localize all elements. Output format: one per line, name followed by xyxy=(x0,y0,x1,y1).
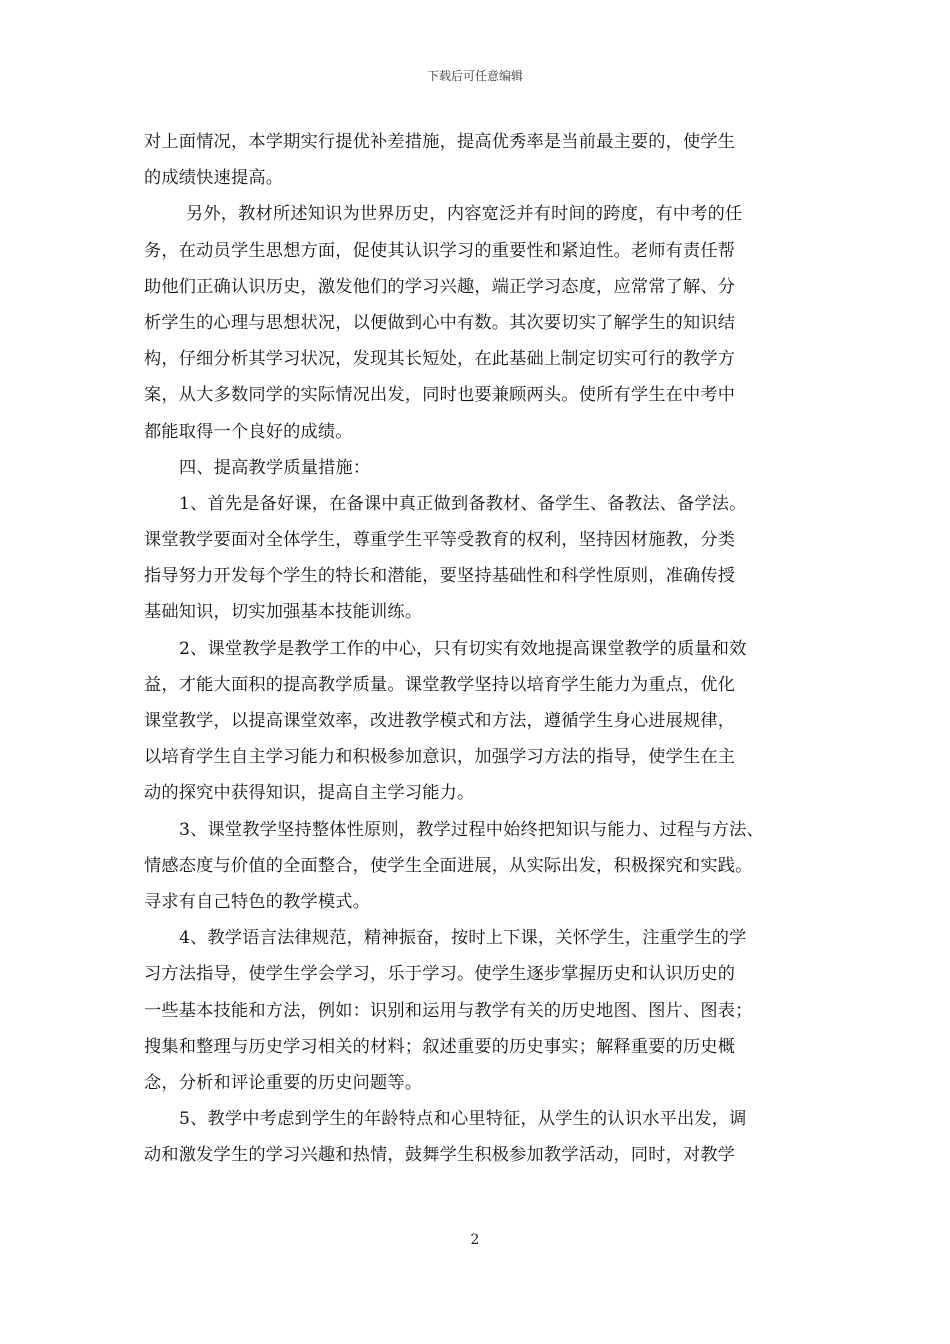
paragraph-start: 5、教学中考虑到学生的年龄特点和心里特征，从学生的认识水平出发，调 xyxy=(179,1109,747,1130)
text-line: 搜集和整理与历史学习相关的材料；叙述重要的历史事实；解释重要的历史概 xyxy=(144,1036,736,1057)
text-line: 析学生的心理与思想状况，以便做到心中有数。其次要切实了解学生的知识结 xyxy=(144,312,736,333)
text-line: 课堂教学要面对全体学生，尊重学生平等受教育的权利，坚持因材施教，分类 xyxy=(144,530,736,551)
text-line: 寻求有自己特色的教学模式。 xyxy=(144,891,371,912)
paragraph-start: 4、教学语言法律规范，精神振奋，按时上下课，关怀学生，注重学生的学 xyxy=(179,928,747,949)
text-line: 都能取得一个良好的成绩。 xyxy=(144,421,353,442)
text-line: 动的探究中获得知识，提高自主学习能力。 xyxy=(144,783,475,804)
text-line: 务，在动员学生思想方面，促使其认识学习的重要性和紧迫性。老师有责任帮 xyxy=(144,240,736,261)
text-line: 习方法指导，使学生学会学习，乐于学习。使学生逐步掌握历史和认识历史的 xyxy=(144,964,736,985)
page-number: 2 xyxy=(470,1232,480,1248)
text-line: 情感态度与价值的全面整合，使学生全面进展，从实际出发，积极探究和实践。 xyxy=(144,855,753,876)
text-line: 案，从大多数同学的实际情况出发，同时也要兼顾两头。使所有学生在中考中 xyxy=(144,385,736,406)
text-line: 以培育学生自主学习能力和积极参加意识，加强学习方法的指导，使学生在主 xyxy=(144,747,736,768)
text-line: 课堂教学，以提高课堂效率，改进教学模式和方法，遵循学生身心进展规律， xyxy=(144,711,736,731)
paragraph-start: 另外，教材所述知识为世界历史，内容宽泛并有时间的跨度，有中考的任 xyxy=(186,204,743,225)
paragraph-start: 3、课堂教学坚持整体性原则，教学过程中始终把知识与能力、过程与方法、 xyxy=(179,819,764,840)
text-line: 益，才能大面积的提高教学质量。课堂教学坚持以培育学生能力为重点，优化 xyxy=(144,674,736,695)
document-body xyxy=(144,124,812,1173)
paragraph-start: 1、首先是备好课，在备课中真正做到备教材、备学生、备教法、备学法。 xyxy=(179,493,747,514)
text-line: 念，分析和评论重要的历史问题等。 xyxy=(144,1072,423,1093)
text-line: 的成绩快速提高。 xyxy=(144,168,284,189)
page-header: 下载后可任意编辑 xyxy=(426,69,523,83)
text-line: 助他们正确认识历史，激发他们的学习兴趣，端正学习态度，应常常了解、分 xyxy=(144,276,736,297)
text-line: 基础知识，切实加强基本技能训练。 xyxy=(144,602,423,623)
section-heading: 四、提高教学质量措施： xyxy=(179,457,371,478)
text-line: 动和激发学生的学习兴趣和热情，鼓舞学生积极参加教学活动，同时，对教学 xyxy=(144,1145,736,1166)
text-line: 一些基本技能和方法，例如：识别和运用与教学有关的历史地图、图片、图表； xyxy=(144,1000,753,1021)
paragraph-start: 2、课堂教学是教学工作的中心，只有切实有效地提高课堂教学的质量和效 xyxy=(179,638,747,659)
text-line: 构，仔细分析其学习状况，发现其长短处，在此基础上制定切实可行的教学方 xyxy=(144,349,736,370)
text-line: 指导努力开发每个学生的特长和潜能，要坚持基础性和科学性原则，准确传授 xyxy=(144,566,736,587)
text-line: 对上面情况，本学期实行提优补差措施，提高优秀率是当前最主要的，使学生 xyxy=(144,132,736,152)
